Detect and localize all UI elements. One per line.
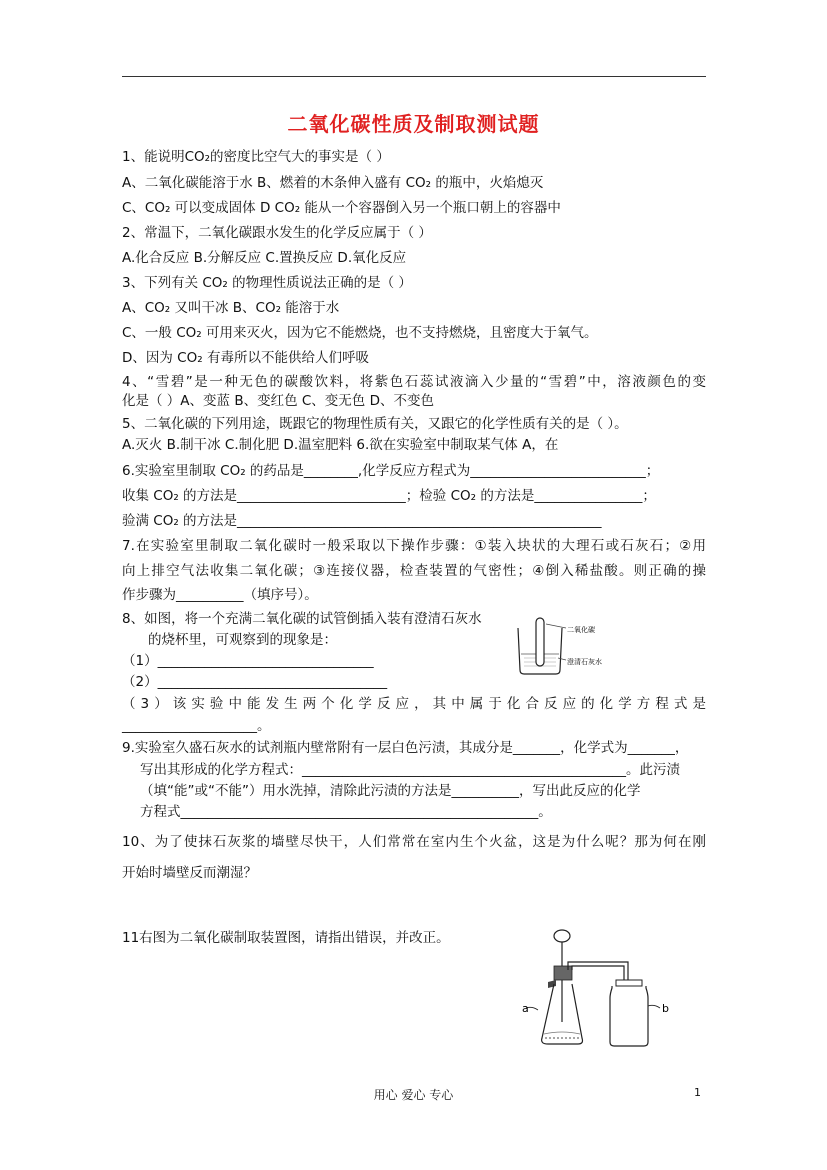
figure-co2-apparatus bbox=[520, 926, 680, 1052]
question-3-option-c: C、一般 CO₂ 可用来灭火，因为它不能燃烧，也不支持燃烧，且密度大于氧气。 bbox=[122, 325, 598, 341]
figure-8-label-tube: 二氧化碳 bbox=[567, 626, 595, 634]
question-10-line-2: 开始时墙壁反而潮湿？ bbox=[122, 865, 257, 881]
page-footer: 用心 爱心 专心 bbox=[373, 1088, 454, 1102]
question-9-line-3: （填“能”或“不能”）用水洗掉，清除此污渍的方法是__________，写出此反应的化学 bbox=[140, 783, 641, 799]
question-10-line-1: 10、为了使抹石灰浆的墙壁尽快干，人们常常在室内生个火盆，这是为什么呢？那为何在刚 bbox=[122, 834, 706, 850]
question-8-line-1: 8、如图，将一个充满二氧化碳的试管倒插入装有澄清石灰水 bbox=[122, 611, 482, 627]
question-8-blank-1: （1）________________________________ bbox=[122, 653, 374, 669]
header-rule bbox=[122, 76, 706, 77]
question-6-line-1: 6.实验室里制取 CO₂ 的药品是________,化学反应方程式为__________________________； bbox=[122, 463, 660, 479]
question-6-line-3: 验满 CO₂ 的方法是______________________________________________________ bbox=[122, 513, 602, 529]
question-1-options-cd: C、CO₂ 可以变成固体 D CO₂ 能从一个容器倒入另一个瓶口朝上的容器中 bbox=[122, 200, 561, 216]
question-8-blank-2: （2）__________________________________ bbox=[122, 674, 388, 690]
question-7-line-3: 作步骤为__________（填序号）。 bbox=[122, 587, 318, 603]
question-8-blank-3: ____________________。 bbox=[122, 718, 271, 734]
question-4: 4、“雪碧”是一种无色的碳酸饮料，将紫色石蕊试液滴入少量的“雪碧”中，溶液颜色的变 bbox=[122, 374, 706, 390]
question-6-line-2: 收集 CO₂ 的方法是_________________________；检验 CO₂ 的方法是________________； bbox=[122, 488, 656, 504]
question-3-option-d: D、因为 CO₂ 有毒所以不能供给人们呼吸 bbox=[122, 350, 369, 366]
question-5: 5、二氧化碳的下列用途，既跟它的物理性质有关，又跟它的化学性质有关的是（ ）。 bbox=[122, 416, 628, 432]
question-9-line-1: 9.实验室久盛石灰水的试剂瓶内壁常附有一层白色污渍，其成分是_______，化学式为_______， bbox=[122, 740, 689, 756]
question-2-options: A.化合反应 B.分解反应 C.置换反应 D.氧化反应 bbox=[122, 250, 407, 266]
figure-11-label-b: b bbox=[662, 1002, 669, 1015]
page-title: 二氧化碳性质及制取测试题 bbox=[287, 112, 540, 136]
question-2: 2、常温下，二氧化碳跟水发生的化学反应属于（ ） bbox=[122, 225, 432, 241]
question-7-line-1: 7.在实验室里制取二氧化碳时一般采取以下操作步骤：①装入块状的大理石或石灰石；②用 bbox=[122, 538, 706, 554]
question-8-line-2: 的烧杯里，可观察到的现象是： bbox=[148, 632, 337, 648]
question-3: 3、下列有关 CO₂ 的物理性质说法正确的是（ ） bbox=[122, 275, 412, 291]
figure-11-label-a: a bbox=[522, 1002, 529, 1015]
figure-8-label-beaker: 澄清石灰水 bbox=[567, 658, 602, 666]
question-4-options: 化是（ ）A、变蓝 B、变红色 C、变无色 D、不变色 bbox=[122, 393, 434, 409]
question-11: 11右图为二氧化碳制取装置图，请指出错误，并改正。 bbox=[122, 930, 450, 946]
question-5-options: A.灭火 B.制干冰 C.制化肥 D.温室肥料 6.欲在实验室中制取某气体 A，在 bbox=[122, 437, 559, 453]
question-8-part-3: （3）该实验中能发生两个化学反应，其中属于化合反应的化学方程式是 bbox=[122, 696, 706, 712]
question-1-options-ab: A、二氧化碳能溶于水 B、燃着的木条伸入盛有 CO₂ 的瓶中，火焰熄灭 bbox=[122, 175, 544, 191]
question-9-line-4: 方程式_____________________________________________________。 bbox=[140, 804, 552, 820]
figure-test-tube-beaker bbox=[510, 614, 620, 676]
page-number: 1 bbox=[694, 1086, 701, 1099]
question-9-line-2: 写出其形成的化学方程式：________________________________________________。此污渍 bbox=[140, 762, 680, 778]
question-7-line-2: 向上排空气法收集二氧化碳；③连接仪器，检查装置的气密性；④倒入稀盐酸。则正确的操 bbox=[122, 563, 706, 579]
question-3-options-ab: A、CO₂ 又叫干冰 B、CO₂ 能溶于水 bbox=[122, 300, 340, 316]
question-1: 1、能说明CO₂的密度比空气大的事实是（ ） bbox=[122, 149, 390, 165]
